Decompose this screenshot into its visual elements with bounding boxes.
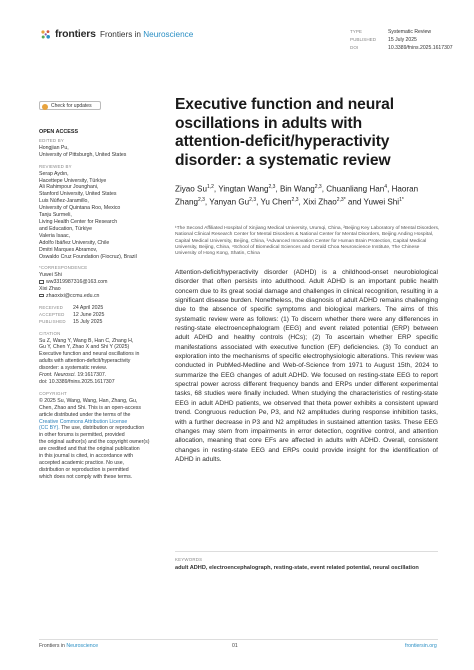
copyright-line: distribution or reproduction is permitted [39,466,129,473]
reviewer-line: Valeria Isaac, [39,232,71,239]
brand-name: frontiers [55,28,96,40]
received-label: RECEIVED [39,304,64,310]
footer-journal [39,643,98,649]
accepted-value: 12 June 2025 [73,311,105,318]
published-value: 15 July 2025 [73,318,103,325]
correspondent-name: Xixi Zhao [39,286,61,293]
author-name[interactable]: Bin Wang [279,184,315,194]
author-affil: 2,3 [197,196,205,203]
copyright-line: © 2025 Su, Wang, Wang, Han, Zhang, Gu, [39,397,138,404]
copyright-label: COPYRIGHT [39,390,67,396]
author-name[interactable]: Yu Chen [260,197,292,207]
footer-journal-prefix: Frontiers in [39,643,65,649]
received-value: 24 April 2025 [73,304,104,311]
author-name[interactable]: Yanyan Gu [209,197,250,207]
check-for-updates-button[interactable] [39,101,101,110]
open-access-label: OPEN ACCESS [39,129,79,135]
published-label: PUBLISHED [39,318,66,324]
editor-line: Hongjian Pu, [39,144,69,151]
author-name[interactable]: Yingtan Wang [218,184,269,194]
citation-line: Su Z, Wang Y, Wang B, Han C, Zhang H, [39,337,134,344]
copyright-line: Chen, Zhao and Shi. This is an open-access [39,404,141,411]
reviewer-line: Living Health Center for Research [39,218,118,225]
author-name[interactable]: Xixi Zhao [303,197,337,207]
reviewer-line: Tanju Surmeli, [39,212,72,219]
copyright-line: the original author(s) and the copyright owner(s) [39,439,150,446]
envelope-icon [39,294,44,298]
title-line: oscillations in adults with [175,114,363,132]
doi-label: DOI [350,45,359,51]
accepted-label: ACCEPTED [39,311,65,317]
citation-line: disorder: a systematic review. [39,365,108,372]
author-affil: 2,3 [268,184,276,190]
citation-line: adults with attention-deficit/hyperactivity [39,358,131,365]
citation-line: Executive function and neural oscillations in [39,351,140,358]
article-title [175,96,445,170]
footer-divider [39,639,438,640]
envelope-icon [39,280,44,284]
type-label: TYPE [350,29,362,34]
author-affil: 1* [399,196,404,203]
reviewer-line: Oswaldo Cruz Foundation (Fiocruz), Brazil [39,253,137,260]
reviewed-by-label: REVIEWED BY [39,163,72,169]
correspondent-email[interactable]: zhaoxixi@ccmu.edu.cn [46,293,100,300]
editor-line: University of Pittsburgh, United States [39,151,127,158]
author-name[interactable]: Yuwei Shi [363,197,400,207]
footer-site-link[interactable]: frontiersin.org [405,643,437,649]
update-icon [42,104,48,110]
frontiers-logo-icon [40,29,52,41]
correspondent-name: Yuwei Shi [39,272,62,279]
author-affil: 2,3 [249,196,257,203]
copyright-line: The use, distribution or reproduction [61,425,145,432]
doi-value[interactable]: 10.3389/fnins.2025.1617307 [388,45,453,52]
reviewer-line: and Education, Türkiye [39,225,92,232]
abstract-text: Attention-deficit/hyperactivity disorder (ADHD) is a childhood-onset neurobiological disorder that often persists into adulthood. Adult ADHD is an important public health concern due to its great social damage and challenges in clinical recognition, resulting in a significant disease burden. Nonetheless, the diagnosis of adult ADHD remains challenging due to the absence of specific symptoms and biological markers. The aims of this systematic review were as follows: (1) To discern whether there were any differences in resting-state electroencephalogram (EEG) and event related potential (ERP) between adult ADHD and healthy controls (HCs); (2) To ascertain whether ERP specific manifestations associated with executive function (EF) deficiencies. (3) To conduct an exploration into the mechanisms of specific electrophysiologic alterations. This review was conducted in PubMed-Medline and Web-of-Science from 1971 to August 15th, 2024 to summarize the EEG changes of adult ADHD. We focused on resting-state EEG to report spectral power across different frequency bands and ERPs under different experimental tasks, 68 studies were finally included. When studying the characteristics of resting-state EEG in adult ADHD patients, we observed that theta power exhibits a consistent upward trend. Congruous reduction Pe, P3, and N2 amplitudes during response inhibition tasks, with a further decrease in P3 and N2 amplitudes in sustained attention tasks. These EEG changes may stem from impairments in error detection, cognitive control, and attention allocation, meaning that core EFs are affected in adults with ADHD. Overall, consistent changes in resting-state EEG and ERPs could provide insight for the identification of ADHD in adults. [175,269,438,463]
affiliations: ¹The Second Affiliated Hospital of Xinjiang Medical University, Urumqi, China, ²Beijing Key Laboratory of Mental Disorders, National Clinical Research Center for Mental Disorders & National Center for Mental Disorders, Beijing Anding Hospital, Capital Medical University, Beijing, China, ³Advanced Innovation Center for Human Brain Protection, Capital Medical University, Beijing, China, ⁴School of Biomedical Sciences and Gerald Choa Neuroscience Institute, The Chinese University of Hong Kong, Shatin, China [175,226,440,257]
author-name[interactable]: Ziyao Su [175,184,207,194]
reviewer-line: Serap Aydın, [39,170,69,177]
reviewer-line: Adolfo Ibáñez University, Chile [39,239,110,246]
title-line: disorder: a systematic review [175,151,391,169]
reviewer-line: Stanford University, United States [39,191,117,198]
citation-line: Gu Y, Chen Y, Zhao X and Shi Y (2025) [39,344,130,351]
journal-prefix: Frontiers in [100,29,141,39]
citation-doi[interactable]: doi: 10.3389/fnins.2025.1617307 [39,379,115,385]
keywords-divider [175,551,438,552]
reviewer-line: Luis Núñez-Jaramillo, [39,198,89,205]
copyright-line: are credited and that the original publication [39,446,140,453]
keywords-label: KEYWORDS [175,557,203,562]
reviewer-line: Hacettepe University, Türkiye [39,177,107,184]
title-line: attention-deficit/hyperactivity [175,133,390,150]
reviewer-line: University of Quintana Roo, Mexico [39,205,121,212]
published-label: PUBLISHED [350,37,377,43]
page-number: 01 [232,643,238,649]
author-affil: 2,3 [314,184,322,190]
reviewer-line: Dmitri Marques Abramov, [39,246,98,253]
footer-journal-name: Neuroscience [66,643,99,649]
citation-issue: 19:1617307. [77,372,107,379]
reviewer-line: Ali Rahimpour Jounghani, [39,184,99,191]
copyright-line: in other forums is permitted, provided [39,432,125,439]
copyright-line: which does not comply with these terms. [39,473,133,480]
citation-journal: Front. Neurosci. [39,372,76,379]
type-value: Systematic Review [388,29,432,35]
copyright-line: article distributed under the terms of the [39,411,131,418]
edited-by-label: EDITED BY [39,138,64,143]
author-name[interactable]: Haoran Zhang [175,184,419,207]
author-affil: 2,3 [291,196,299,203]
author-affil: 2,3* [336,196,346,203]
title-line: Executive function and neural [175,96,394,113]
published-value: 15 July 2025 [388,37,417,44]
license-link-short[interactable]: (CC BY). [39,425,60,432]
author-list: Ziyao Su$^{1,2}$, Yingtan Wang$^{2,3}$, Bin Wang$^{2,3}$, Chuanliang Han$^4$, Haoran Zhang$^{2,3}$, Yanyan Gu$^{2,3}$, Yu Chen$^{2,3}$, Xixi Zhao$^{2,3*}$ and Yuwei Shi$^{1*}$ [175,184,419,207]
article-info-column [39,138,159,481]
journal-title: Neuroscience [143,29,194,39]
author-name[interactable]: Chuanliang Han [326,184,385,194]
journal-name[interactable] [100,30,193,39]
author-affil: 4 [384,184,388,190]
correspondent-email[interactable]: ww3319987316@163.com [46,279,108,286]
article-meta [350,28,453,53]
license-link[interactable]: Creative Commons Attribution License [39,418,128,425]
check-for-updates-label: Check for updates [51,103,92,109]
copyright-line: accepted academic practice. No use, [39,459,125,466]
keywords-list: adult ADHD, electroencephalograph, resting-state, event related potential, neural oscillation [175,565,419,571]
citation-label: CITATION [39,330,61,336]
dates-block [39,305,159,326]
correspondence-label: *CORRESPONDENCE [39,265,88,271]
author-affil: 1,2 [206,184,214,190]
copyright-line: in this journal is cited, in accordance with [39,453,133,460]
